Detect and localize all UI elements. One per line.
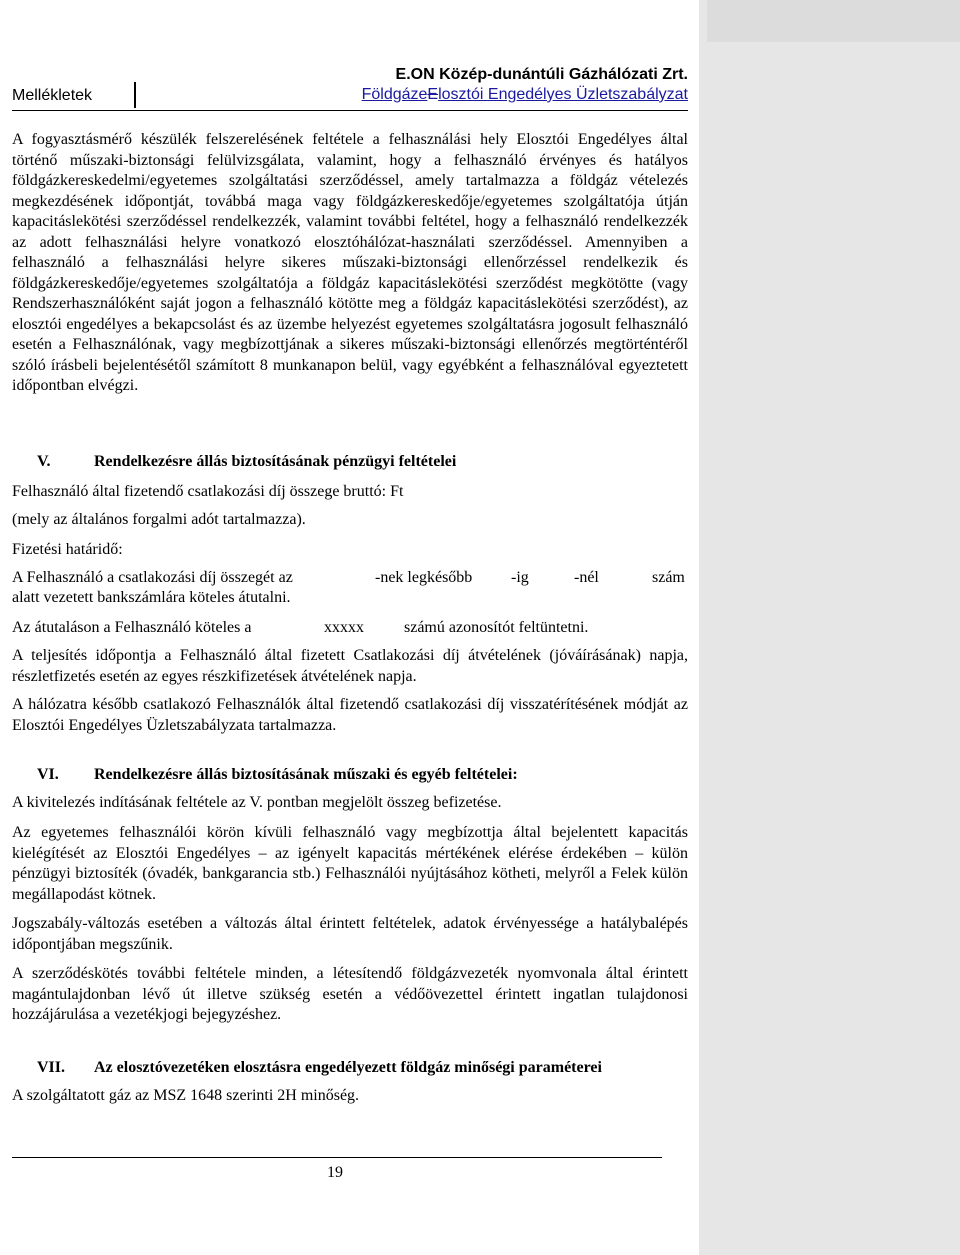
header-section-label: Mellékletek: [12, 87, 93, 104]
refund-paragraph: A hálózatra később csatlakozó Felhasználók által fizetendő csatlakozási díj visszatérítésének módját az Elosztói Engedélyes Üzletszabályzata tartalmazza.: [12, 696, 688, 734]
section-vii-number: VII.: [37, 1059, 66, 1076]
gas-quality-paragraph: A szolgáltatott gáz az MSZ 1648 szerinti 2H minőség.: [12, 1087, 360, 1104]
header-title-inserted: E: [427, 86, 439, 103]
law-change-paragraph: Jogszabály-változás esetében a változás által érintett feltételek, adatok érvényessége a hatálybalépés időpontjában megszűnik.: [12, 915, 688, 953]
construction-start-paragraph: A kivitelezés indításának feltétele az V. pontban megjelölt összeg befizetése.: [12, 794, 502, 811]
performance-date-paragraph: A teljesítés időpontja a Felhasználó által fizetett Csatlakozási díj átvételének (jóváírásának) napja, részletfizetés esetén az egyes részkifizetések átvételének napja.: [12, 647, 688, 685]
comment-balloon[interactable]: [707, 0, 960, 42]
payment-text-c: -ig: [511, 569, 529, 586]
header-title: [362, 85, 688, 105]
footer-rule: [12, 1157, 662, 1158]
change-bar: [134, 82, 136, 108]
vat-line: (mely az általános forgalmi adót tartalmazza).: [12, 511, 306, 528]
payment-text-e: szám: [652, 569, 685, 586]
intro-paragraph: A fogyasztásmérő készülék felszerelésének feltétele a felhasználási hely Elosztói Engedélyes által történő műszaki-biztonsági felülvizsgálata, valamint, hogy a felhasználó érvényes és hatályos földgázkereskedelmi/egyetemes szolgáltatási szerződéssel, amely tartalmazza a földgáz vételezés megkezdésének időpontját, továbbá maga vagy földgázkereskedője/egyetemes szolgáltatója útján kapacitáslekötési szerződéssel rendelkezzék, valamint további feltétel, hogy a felhasználó rendelkezzék az adott felhasználási helyre vonatkozó elosztóhálózat-használati szerződéssel. Amennyiben a felhasználó a felhasználási helyre sikeres műszaki-biztonsági ellenőrzéssel rendelkezik és földgázkereskedője/egyetemes szolgáltatója a földgáz kapacitáslekötési szerződést megkötötte (vagy Rendszerhasználóként saját jogon a felhasználó kötötte meg a földgáz kapacitáslekötési szerződést), az elosztói engedélyes a bekapcsolást és az üzembe helyezést egyetemes szolgáltatásra jogosult felhasználó esetén a Felhasználónak, vagy megbízottjának a sikeres műszaki-biztonsági ellenőrzés megtörténtéről szóló írásbeli bejelentésétől számított 8 munkanapon belül, vagy egyébként a felhasználóval egyeztetett időpontban elvégzi.: [12, 131, 688, 394]
section-vii-title: Az elosztóvezetéken elosztásra engedélyezett földgáz minőségi paraméterei: [94, 1059, 602, 1076]
header-title-deleted: Földgáze: [361, 86, 428, 103]
section-vi-title: Rendelkezésre állás biztosításának műszaki és egyéb feltételei:: [94, 766, 518, 783]
owner-consent-paragraph: A szerződéskötés további feltétele minden, a létesítendő földgázvezeték nyomvonala által érintett magántulajdonban lévő út illetve szükség esetén a védőövezettel érintett ingatlan tulajdonosi hozzájárulása a vezetékjogi bejegyzéshez.: [12, 965, 688, 1023]
header-company: E.ON Közép-dunántúli Gázhálózati Zrt.: [395, 66, 688, 83]
transfer-text-b: számú azonosítót feltüntetni.: [404, 619, 589, 636]
section-vi-number: VI.: [37, 766, 59, 783]
transfer-text-a: Az átutaláson a Felhasználó köteles a: [12, 619, 252, 636]
payment-text-b: -nek legkésőbb: [375, 569, 473, 586]
section-v-title: Rendelkezésre állás biztosításának pénzügyi feltételei: [94, 453, 457, 470]
section-v-number: V.: [37, 453, 51, 470]
fee-line: Felhasználó által fizetendő csatlakozási díj összege bruttó: Ft: [12, 483, 404, 500]
payment-text-a: A Felhasználó a csatlakozási díj összegét az: [12, 569, 293, 586]
payment-text-continued: alatt vezetett bankszámlára köteles átutalni.: [12, 589, 291, 606]
capacity-guarantee-paragraph: Az egyetemes felhasználói körön kívüli felhasználó vagy megbízottja által bejelentett kapacitás kielégítését az Elosztói Engedélyes – az igényelt kapacitás mértékének elérése érdekében – külön pénzügyi biztosíték (óvadék, bankgarancia stb.) Felhasználói nyújtásához kötheti, melyről a Felek külön megállapodást kötnek.: [12, 824, 688, 903]
header-title-rest: losztói Engedélyes Üzletszabályzat: [438, 86, 688, 103]
comment-margin-pane: [699, 0, 960, 1255]
header-right: [362, 64, 688, 105]
header-rule: [12, 110, 688, 111]
payment-text-d: -nél: [574, 569, 599, 586]
transfer-code: xxxxx: [324, 619, 364, 636]
deadline-label: Fizetési határidő:: [12, 541, 123, 558]
page-number: 19: [327, 1164, 343, 1181]
